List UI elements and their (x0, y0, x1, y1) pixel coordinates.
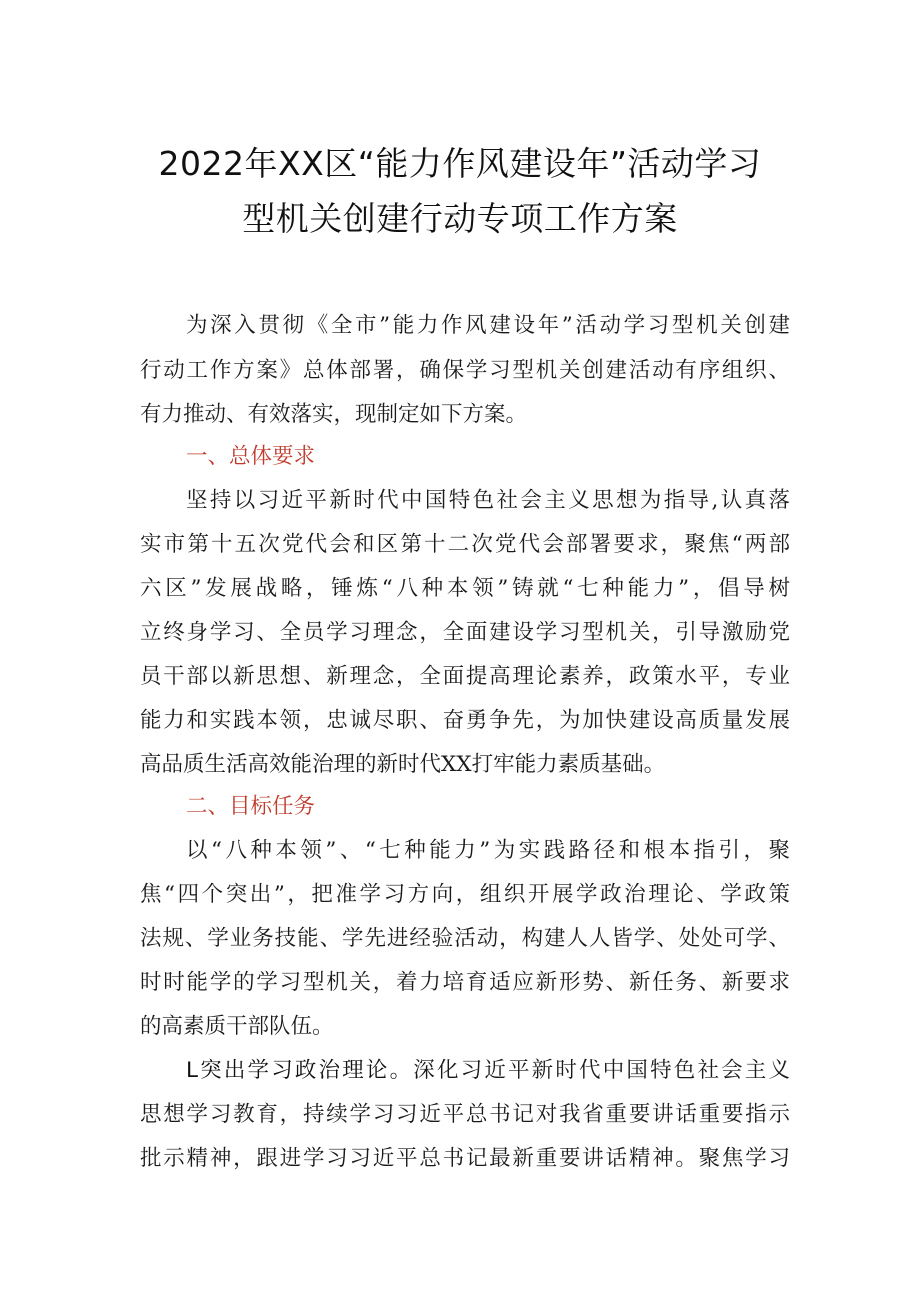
section1-line-2: 实市第十五次党代会和区第十二次党代会部署要求，聚焦“两部 (140, 532, 790, 557)
section1-line-6: 能力和实践本领，忠诚尽职、奋勇争先，为加快建设高质量发展 (140, 708, 790, 733)
document-title-line-2: 型机关创建行动专项工作方案 (242, 199, 678, 238)
intro-line-2: 行动工作方案》总体部署，确保学习型机关创建活动有序组织、 (140, 358, 790, 383)
section2-line-2: 焦“四个突出”，把准学习方向，组织开展学政治理论、学政策 (140, 882, 790, 907)
document-title-line-1: 2022年XX区“能力作风建设年”活动学习 (158, 144, 762, 183)
section3-lead: L突出学习政治理论。 (186, 1058, 414, 1083)
section2-line-1: 以“八种本领”、“七种能力”为实践路径和根本指引，聚 (186, 838, 790, 863)
section1-line-7: 高品质生活高效能治理的新时代XX打牢能力素质基础。 (140, 752, 666, 777)
section1-line-5: 员干部以新思想、新理念，全面提高理论素养，政策水平，专业 (140, 664, 790, 689)
intro-line-1: 为深入贯彻《全市”能力作风建设年”活动学习型机关创建 (186, 313, 790, 338)
section1-line-1: 坚持以习近平新时代中国特色社会主义思想为指导,认真落 (186, 488, 790, 513)
intro-line-3: 有力推动、有效落实，现制定如下方案。 (140, 402, 528, 427)
section3-line-3: 批示精神，跟进学习习近平总书记最新重要讲话精神。聚焦学习 (140, 1146, 790, 1171)
section2-line-4: 时时能学的学习型机关，着力培育适应新形势、新任务、新要求 (140, 970, 790, 995)
section1-line-3: 六区”发展战略，锤炼“八种本领”铸就“七种能力”，倡导树 (140, 576, 790, 601)
section1-line-4: 立终身学习、全员学习理念，全面建设学习型机关，引导激励党 (140, 620, 790, 645)
section2-line-3: 法规、学业务技能、学先进经验活动，构建人人皆学、处处可学、 (140, 926, 790, 951)
section-heading-2: 二、目标任务 (186, 794, 316, 819)
section3-line-2: 思想学习教育，持续学习习近平总书记对我省重要讲话重要指示 (140, 1102, 790, 1127)
section2-line-5: 的高素质干部队伍。 (140, 1014, 334, 1039)
section3-line-1-rest: 深化习近平新时代中国特色社会主义 (413, 1058, 790, 1083)
section-heading-1: 一、总体要求 (186, 444, 316, 469)
section3-line-1 (186, 1054, 790, 1088)
